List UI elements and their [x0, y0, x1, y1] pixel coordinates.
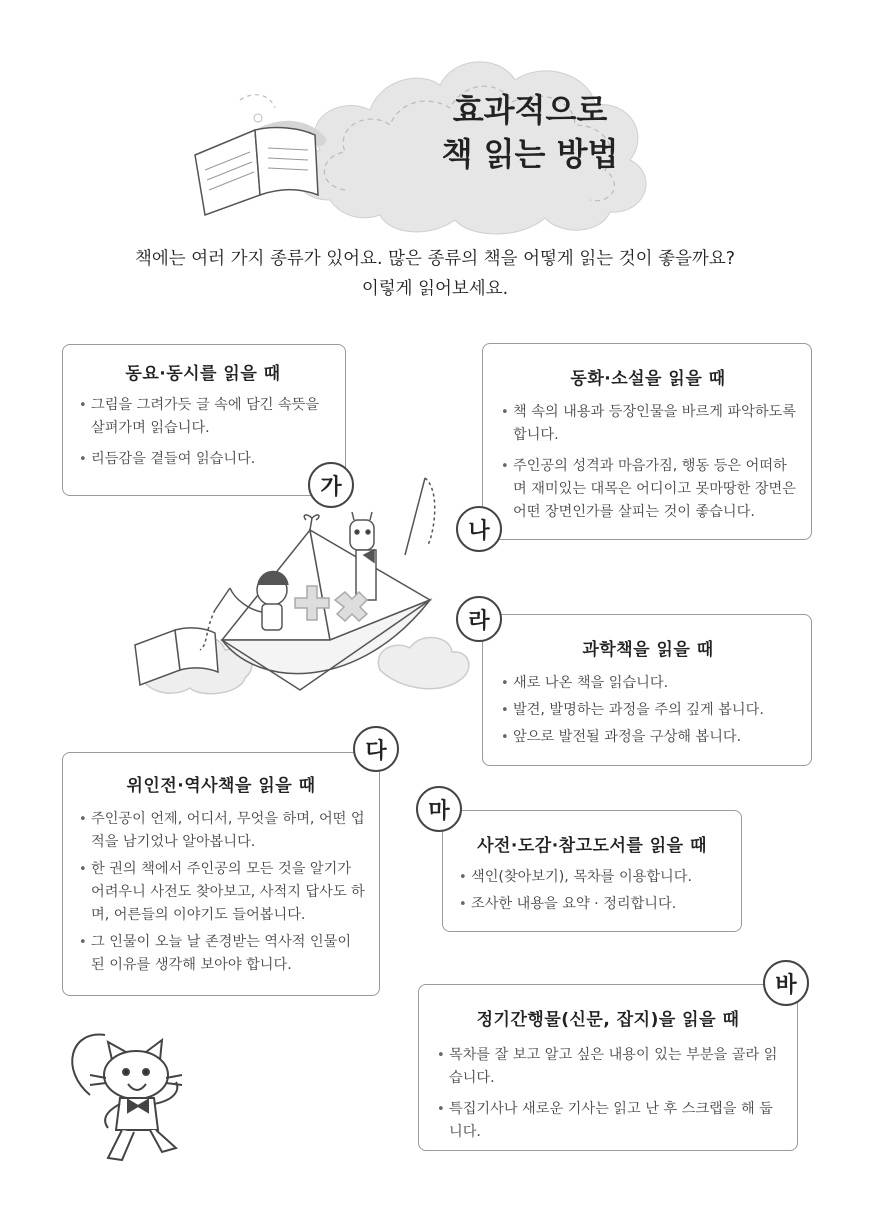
- list-item: • 주인공이 언제, 어디서, 무엇을 하며, 어떤 업적을 남기었나 알아봅니다.: [77, 808, 365, 854]
- card-heading: 과학책을 읽을 때: [582, 640, 714, 660]
- card-na: [482, 343, 812, 540]
- list-item: • 그 인물이 오늘 날 존경받는 역사적 인물이 된 이유를 생각해 보아야 합니다.: [77, 931, 365, 977]
- open-book-icon: [195, 128, 318, 215]
- list-item: • 주인공의 성격과 마음가짐, 행동 등은 어떠하며 재미있는 대목은 어디이고 못마땅한 장면은 어떤 장면인가를 살피는 것이 좋습니다.: [499, 455, 797, 524]
- card-list: [77, 808, 365, 977]
- list-item: • 그림을 그려가듯 글 속에 담긴 속뜻을 살펴가며 읽습니다.: [77, 394, 329, 440]
- badge-ra: 라: [456, 596, 502, 642]
- list-item: • 발견, 발명하는 과정을 주의 깊게 봅니다.: [499, 699, 797, 722]
- intro-text: [60, 244, 810, 304]
- card-list: [499, 672, 797, 749]
- card-heading: 동화·소설을 읽을 때: [570, 369, 726, 389]
- card-ba: [418, 984, 798, 1151]
- card-list: [435, 1044, 781, 1144]
- badge-ma: 마: [416, 786, 462, 832]
- list-item: • 색인(찾아보기), 목차를 이용합니다.: [457, 866, 727, 889]
- card-list: [499, 401, 797, 524]
- intro-line-2: 이렇게 읽어보세요.: [361, 279, 509, 299]
- card-heading: 동요·동시를 읽을 때: [125, 364, 281, 384]
- badge-ba: 바: [763, 960, 809, 1006]
- intro-line-1: 책에는 여러 가지 종류가 있어요. 많은 종류의 책을 어떻게 읽는 것이 좋을까요?: [134, 249, 736, 269]
- card-ra: [482, 614, 812, 766]
- list-item: • 책 속의 내용과 등장인물을 바르게 파악하도록 합니다.: [499, 401, 797, 447]
- list-item: • 새로 나온 책을 읽습니다.: [499, 672, 797, 695]
- list-item: • 한 권의 책에서 주인공의 모든 것을 알기가 어려우니 사전도 찾아보고, 사적지 답사도 하며, 어른들의 이야기도 들어봅니다.: [77, 858, 365, 927]
- title-line-1: 효과적으로: [452, 91, 608, 129]
- list-item: • 리듬감을 곁들여 읽습니다.: [77, 448, 329, 471]
- card-heading: 사전·도감·참고도서를 읽을 때: [477, 836, 707, 856]
- list-item: • 조사한 내용을 요약 · 정리합니다.: [457, 893, 727, 916]
- card-heading: 위인전·역사책을 읽을 때: [126, 776, 316, 796]
- list-item: • 특집기사나 새로운 기사는 읽고 난 후 스크랩을 해 둡니다.: [435, 1098, 781, 1144]
- title-line-2: 책 읽는 방법: [441, 135, 619, 173]
- page-title: [400, 88, 660, 176]
- list-item: • 목차를 잘 보고 알고 싶은 내용이 있는 부분을 골라 읽습니다.: [435, 1044, 781, 1090]
- badge-ga: 가: [308, 462, 354, 508]
- badge-da: 다: [353, 726, 399, 772]
- card-ga: [62, 344, 346, 496]
- card-heading: 정기간행물(신문, 잡지)을 읽을 때: [476, 1010, 740, 1030]
- card-ma: [442, 810, 742, 932]
- badge-na: 나: [456, 506, 502, 552]
- cat-illustration: [50, 1020, 250, 1170]
- card-list: [77, 394, 329, 471]
- list-item: • 앞으로 발전될 과정을 구상해 봅니다.: [499, 726, 797, 749]
- card-da: [62, 752, 380, 996]
- card-list: [457, 866, 727, 916]
